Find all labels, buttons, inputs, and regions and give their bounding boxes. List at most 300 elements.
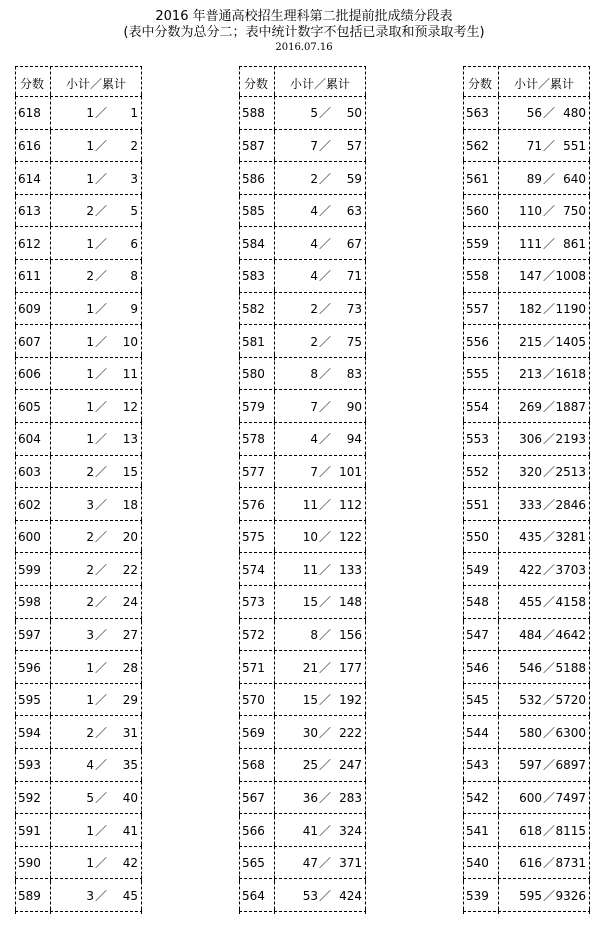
table-row [460,301,592,317]
table-row [460,562,592,578]
score-cell: 541 [466,824,489,838]
subtotal-cell: 2 [86,269,94,283]
score-cell: 562 [466,139,489,153]
subtotal-cell: 333 [519,498,542,512]
separator-cell: ／ [319,237,332,251]
subtotal-cell: 182 [519,302,542,316]
separator-cell: ／ [543,693,556,707]
cumulative-cell: 5 [130,204,138,218]
header-subtotal-cumulative: 小计／累计 [513,77,574,91]
separator-cell: ／ [319,791,332,805]
score-cell: 554 [466,400,489,414]
subtotal-cell: 435 [519,530,542,544]
table-row [12,431,144,447]
separator-cell: ／ [319,726,332,740]
table-row [460,757,592,773]
score-cell: 539 [466,889,489,903]
subtotal-cell: 25 [302,758,318,772]
table-row [12,529,144,545]
table-row [12,692,144,708]
cumulative-cell: 29 [122,693,138,707]
cumulative-cell: 101 [339,465,362,479]
subtotal-cell: 306 [519,432,542,446]
table-row [236,366,368,382]
cumulative-cell: 35 [122,758,138,772]
separator-cell: ／ [319,758,332,772]
table-row [12,203,144,219]
cumulative-cell: 2846 [555,498,586,512]
cumulative-cell: 8731 [555,856,586,870]
score-cell: 604 [18,432,41,446]
document-header [0,9,608,54]
subtotal-cell: 15 [302,693,318,707]
subtotal-cell: 3 [86,889,94,903]
cumulative-cell: 133 [339,563,362,577]
separator-cell: ／ [95,139,108,153]
subtotal-cell: 4 [310,269,318,283]
separator-cell: ／ [95,693,108,707]
separator-cell: ／ [319,661,332,675]
cumulative-cell: 112 [339,498,362,512]
cumulative-cell: 9 [130,302,138,316]
score-cell: 567 [242,791,265,805]
subtotal-cell: 1 [86,335,94,349]
subtotal-cell: 580 [519,726,542,740]
table-row [12,399,144,415]
subtotal-cell: 10 [302,530,318,544]
cumulative-cell: 861 [563,237,586,251]
separator-cell: ／ [319,432,332,446]
separator-cell: ／ [95,269,108,283]
score-cell: 593 [18,758,41,772]
separator-cell: ／ [543,367,556,381]
subtotal-cell: 36 [302,791,318,805]
separator-cell: ／ [319,628,332,642]
separator-cell: ／ [543,465,556,479]
separator-cell: ／ [95,595,108,609]
table-row [460,138,592,154]
subtotal-cell: 147 [519,269,542,283]
score-cell: 565 [242,856,265,870]
cumulative-cell: 1405 [555,335,586,349]
cumulative-cell: 324 [339,824,362,838]
subtotal-cell: 1 [86,824,94,838]
subtotal-cell: 47 [302,856,318,870]
separator-cell: ／ [319,269,332,283]
separator-cell: ／ [95,432,108,446]
cumulative-cell: 5188 [555,661,586,675]
cumulative-cell: 3703 [555,563,586,577]
table-row [12,497,144,513]
cumulative-cell: 7497 [555,791,586,805]
table-row [460,366,592,382]
separator-cell: ／ [319,204,332,218]
separator-cell: ／ [319,530,332,544]
separator-cell: ／ [319,824,332,838]
score-cell: 580 [242,367,265,381]
score-cell: 611 [18,269,41,283]
separator-cell: ／ [319,856,332,870]
score-cell: 590 [18,856,41,870]
cumulative-cell: 31 [122,726,138,740]
subtotal-cell: 1 [86,237,94,251]
table-row [236,203,368,219]
subtotal-cell: 320 [519,465,542,479]
separator-cell: ／ [95,661,108,675]
subtotal-cell: 56 [526,106,542,120]
table-row [236,464,368,480]
separator-cell: ／ [543,172,556,186]
score-cell: 560 [466,204,489,218]
separator-cell: ／ [95,106,108,120]
separator-cell: ／ [95,498,108,512]
score-cell: 602 [18,498,41,512]
table-row [236,334,368,350]
separator-cell: ／ [319,172,332,186]
cumulative-cell: 40 [122,791,138,805]
score-cell: 558 [466,269,489,283]
cumulative-cell: 177 [339,661,362,675]
table-grid-lines [460,66,592,914]
subtotal-cell: 8 [310,367,318,381]
subtotal-cell: 595 [519,889,542,903]
score-table-2 [236,66,368,914]
cumulative-cell: 57 [346,139,362,153]
cumulative-cell: 67 [346,237,362,251]
subtotal-cell: 1 [86,172,94,186]
table-row [236,823,368,839]
cumulative-cell: 20 [122,530,138,544]
subtotal-cell: 1 [86,661,94,675]
table-row [12,562,144,578]
score-cell: 613 [18,204,41,218]
score-cell: 614 [18,172,41,186]
table-row [236,594,368,610]
score-cell: 557 [466,302,489,316]
score-cell: 607 [18,335,41,349]
score-cell: 598 [18,595,41,609]
cumulative-cell: 9326 [555,889,586,903]
cumulative-cell: 15 [122,465,138,479]
cumulative-cell: 222 [339,726,362,740]
cumulative-cell: 27 [122,628,138,642]
subtotal-cell: 2 [86,726,94,740]
cumulative-cell: 4158 [555,595,586,609]
cumulative-cell: 13 [122,432,138,446]
score-cell: 599 [18,563,41,577]
table-row [236,138,368,154]
separator-cell: ／ [95,302,108,316]
separator-cell: ／ [319,335,332,349]
cumulative-cell: 83 [346,367,362,381]
score-cell: 563 [466,106,489,120]
subtotal-cell: 11 [302,498,318,512]
subtotal-cell: 422 [519,563,542,577]
separator-cell: ／ [319,465,332,479]
cumulative-cell: 2513 [555,465,586,479]
separator-cell: ／ [319,693,332,707]
score-cell: 549 [466,563,489,577]
cumulative-cell: 3281 [555,530,586,544]
separator-cell: ／ [543,204,556,218]
score-cell: 544 [466,726,489,740]
cumulative-cell: 480 [563,106,586,120]
cumulative-cell: 2193 [555,432,586,446]
separator-cell: ／ [543,824,556,838]
table-row [12,660,144,676]
cumulative-cell: 1887 [555,400,586,414]
subtotal-cell: 4 [310,237,318,251]
table-row [460,236,592,252]
cumulative-cell: 1618 [555,367,586,381]
cumulative-cell: 12 [122,400,138,414]
table-row [236,692,368,708]
subtotal-cell: 3 [86,628,94,642]
cumulative-cell: 247 [339,758,362,772]
score-cell: 591 [18,824,41,838]
subtotal-cell: 600 [519,791,542,805]
score-cell: 571 [242,661,265,675]
score-cell: 585 [242,204,265,218]
score-cell: 592 [18,791,41,805]
table-row [460,431,592,447]
subtotal-cell: 1 [86,432,94,446]
separator-cell: ／ [95,530,108,544]
cumulative-cell: 75 [346,335,362,349]
separator-cell: ／ [95,856,108,870]
table-row [236,725,368,741]
table-row [460,171,592,187]
cumulative-cell: 90 [346,400,362,414]
subtotal-cell: 4 [310,432,318,446]
table-row [460,203,592,219]
subtotal-cell: 616 [519,856,542,870]
separator-cell: ／ [319,302,332,316]
subtotal-cell: 1 [86,139,94,153]
subtotal-cell: 1 [86,400,94,414]
cumulative-cell: 11 [122,367,138,381]
score-cell: 581 [242,335,265,349]
score-cell: 572 [242,628,265,642]
score-cell: 589 [18,889,41,903]
table-row [236,627,368,643]
subtotal-cell: 30 [302,726,318,740]
table-row [460,823,592,839]
document-subtitle: (表中分数为总分二；表中统计数字不包括已录取和预录取考生) [123,25,485,40]
separator-cell: ／ [95,628,108,642]
table-row [236,888,368,904]
separator-cell: ／ [543,595,556,609]
table-row [12,627,144,643]
subtotal-cell: 4 [86,758,94,772]
subtotal-cell: 1 [86,693,94,707]
score-cell: 550 [466,530,489,544]
cumulative-cell: 42 [122,856,138,870]
score-cell: 542 [466,791,489,805]
subtotal-cell: 1 [86,856,94,870]
subtotal-cell: 1 [86,367,94,381]
separator-cell: ／ [543,400,556,414]
separator-cell: ／ [543,856,556,870]
subtotal-cell: 213 [519,367,542,381]
subtotal-cell: 111 [519,237,542,251]
separator-cell: ／ [543,269,556,283]
score-cell: 548 [466,595,489,609]
separator-cell: ／ [543,335,556,349]
cumulative-cell: 10 [122,335,138,349]
table-row [460,268,592,284]
separator-cell: ／ [543,530,556,544]
score-cell: 552 [466,465,489,479]
subtotal-cell: 597 [519,758,542,772]
subtotal-cell: 2 [310,302,318,316]
document-date: 2016.07.16 [275,42,333,53]
table-row [12,138,144,154]
subtotal-cell: 269 [519,400,542,414]
table-row [236,660,368,676]
score-cell: 556 [466,335,489,349]
table-row [236,757,368,773]
separator-cell: ／ [543,889,556,903]
separator-cell: ／ [543,628,556,642]
separator-cell: ／ [543,302,556,316]
cumulative-cell: 59 [346,172,362,186]
table-row [460,660,592,676]
table-row [12,790,144,806]
separator-cell: ／ [95,758,108,772]
subtotal-cell: 2 [86,204,94,218]
score-table-3 [460,66,592,914]
separator-cell: ／ [95,335,108,349]
separator-cell: ／ [543,661,556,675]
score-cell: 546 [466,661,489,675]
score-cell: 545 [466,693,489,707]
table-row [460,692,592,708]
cumulative-cell: 192 [339,693,362,707]
score-cell: 564 [242,889,265,903]
subtotal-cell: 8 [310,628,318,642]
score-cell: 595 [18,693,41,707]
subtotal-cell: 2 [310,172,318,186]
subtotal-cell: 484 [519,628,542,642]
table-row [236,497,368,513]
cumulative-cell: 71 [346,269,362,283]
cumulative-cell: 156 [339,628,362,642]
score-cell: 597 [18,628,41,642]
separator-cell: ／ [95,172,108,186]
score-cell: 596 [18,661,41,675]
score-cell: 577 [242,465,265,479]
score-cell: 566 [242,824,265,838]
table-row [236,855,368,871]
document-title: 2016 年普通高校招生理科第二批提前批成绩分段表 [155,9,453,24]
score-cell: 568 [242,758,265,772]
score-cell: 586 [242,172,265,186]
cumulative-cell: 22 [122,563,138,577]
subtotal-cell: 7 [310,465,318,479]
subtotal-cell: 71 [526,139,542,153]
score-cell: 612 [18,237,41,251]
subtotal-cell: 21 [302,661,318,675]
cumulative-cell: 3 [130,172,138,186]
separator-cell: ／ [95,726,108,740]
score-table-1 [12,66,144,914]
subtotal-cell: 455 [519,595,542,609]
subtotal-cell: 4 [310,204,318,218]
separator-cell: ／ [319,106,332,120]
header-subtotal-cumulative: 小计／累计 [65,77,126,91]
score-cell: 547 [466,628,489,642]
table-row [460,105,592,121]
subtotal-cell: 7 [310,139,318,153]
cumulative-cell: 122 [339,530,362,544]
cumulative-cell: 148 [339,595,362,609]
cumulative-cell: 28 [122,661,138,675]
cumulative-cell: 1008 [555,269,586,283]
separator-cell: ／ [319,400,332,414]
separator-cell: ／ [543,106,556,120]
cumulative-cell: 5720 [555,693,586,707]
table-row [236,105,368,121]
separator-cell: ／ [543,498,556,512]
table-row [236,236,368,252]
table-row [12,105,144,121]
separator-cell: ／ [543,726,556,740]
table-row [12,725,144,741]
subtotal-cell: 110 [519,204,542,218]
table-row [12,757,144,773]
cumulative-cell: 18 [122,498,138,512]
table-row [460,855,592,871]
score-cell: 618 [18,106,41,120]
score-cell: 576 [242,498,265,512]
score-cell: 587 [242,139,265,153]
table-row [12,268,144,284]
table-row [12,464,144,480]
separator-cell: ／ [95,563,108,577]
subtotal-cell: 5 [86,791,94,805]
score-cell: 570 [242,693,265,707]
table-row [460,529,592,545]
score-cell: 579 [242,400,265,414]
cumulative-cell: 6300 [555,726,586,740]
score-cell: 583 [242,269,265,283]
separator-cell: ／ [543,563,556,577]
cumulative-cell: 4642 [555,628,586,642]
subtotal-cell: 2 [310,335,318,349]
cumulative-cell: 371 [339,856,362,870]
table-row [12,171,144,187]
subtotal-cell: 11 [302,563,318,577]
table-row [460,497,592,513]
separator-cell: ／ [319,498,332,512]
score-cell: 540 [466,856,489,870]
cumulative-cell: 750 [563,204,586,218]
separator-cell: ／ [95,367,108,381]
cumulative-cell: 45 [122,889,138,903]
table-grid-lines [236,66,368,914]
table-row [460,334,592,350]
separator-cell: ／ [95,889,108,903]
subtotal-cell: 2 [86,465,94,479]
score-cell: 609 [18,302,41,316]
cumulative-cell: 73 [346,302,362,316]
cumulative-cell: 41 [122,824,138,838]
header-subtotal-cumulative: 小计／累计 [289,77,350,91]
cumulative-cell: 640 [563,172,586,186]
separator-cell: ／ [543,139,556,153]
score-cell: 578 [242,432,265,446]
